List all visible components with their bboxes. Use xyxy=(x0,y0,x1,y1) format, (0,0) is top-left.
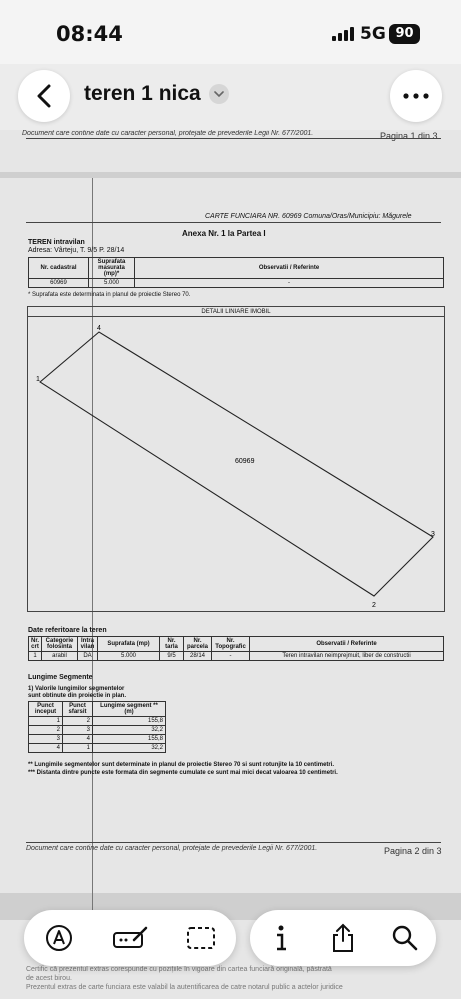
note-distanta: *** Distanta dintre puncte este formata din segmente cumulate ce sunt mai mici decat valoarea 10 centimetri. xyxy=(28,770,338,776)
info-icon xyxy=(273,924,289,952)
back-button[interactable] xyxy=(18,70,70,122)
document-viewer[interactable] xyxy=(0,130,461,999)
document-title: teren 1 nica xyxy=(84,82,201,105)
page3-text: Certific că prezentul extras corespunde cu pozițiile în vigoare din cartea funciară originală, păstrată xyxy=(26,966,332,973)
signal-icon xyxy=(332,27,354,41)
point-label: 4 xyxy=(97,325,101,332)
lungime-sub1: 1) Valorile lungimilor segmentelor xyxy=(28,686,125,692)
chevron-left-icon xyxy=(36,84,52,108)
table-row: 3 4 155,8 xyxy=(29,735,166,744)
segment-table: Punct inceput Punct sfarsit Lungime segment ** (m) 1 2 155,8 2 3 32,2 3 4 155,8 4 1 32,2 xyxy=(28,701,166,753)
table-row: 4 1 32,2 xyxy=(29,744,166,753)
date-referitoare-title: Date referitoare la teren xyxy=(28,627,107,634)
anexa-title: Anexa Nr. 1 la Partea I xyxy=(182,229,266,238)
suprafata-note: * Suprafata este determinata in planul de proiectie Stereo 70. xyxy=(28,292,191,298)
lungime-title: Lungime Segmente xyxy=(28,674,93,681)
status-time: 08:44 xyxy=(56,22,123,46)
point-label: 1 xyxy=(36,376,40,383)
top-bar xyxy=(0,64,461,130)
status-bar xyxy=(0,0,461,64)
parcel-plan xyxy=(27,306,445,612)
land-data-table: Nr. crt Categorie folosinta Intra vilan Suprafata (mp) Nr. tarla Nr. parcela Nr. Topografic Observatii / Referinte 1 arabil DA 5.000 9/5 28/14 - Teren intravilan neimprejmuit, liber de constructii xyxy=(28,636,444,661)
point-label: 3 xyxy=(431,531,435,538)
point-label: 2 xyxy=(372,602,376,609)
page-number: Pagina 2 din 3 xyxy=(384,846,442,856)
signature-button[interactable] xyxy=(110,918,150,958)
edit-toolbar xyxy=(24,910,236,966)
share-icon xyxy=(330,923,356,953)
share-button[interactable] xyxy=(323,918,363,958)
document-title-menu[interactable] xyxy=(84,82,229,106)
page-number: Pagina 1 din 3 xyxy=(380,131,438,141)
network-type: 5G xyxy=(360,24,386,44)
search-icon xyxy=(391,924,419,952)
markup-icon xyxy=(44,923,74,953)
footer-notice: Document care contine date cu caracter personal, protejate de prevederile Legii Nr. 677/2001. xyxy=(26,845,318,852)
plan-heading: DETALII LINIARE IMOBIL xyxy=(28,307,444,317)
parcel-label: 60969 xyxy=(235,458,255,465)
footer-notice: Document care contine date cu caracter personal, protejate de prevederile Legii Nr. 677/2001. xyxy=(22,130,314,137)
lungime-sub2: sunt obtinute din proiectie in plan. xyxy=(28,693,126,699)
select-icon xyxy=(186,926,216,950)
ellipsis-icon xyxy=(403,93,429,99)
teren-label: TEREN intravilan xyxy=(28,239,85,246)
select-button[interactable] xyxy=(181,918,221,958)
more-options-button[interactable] xyxy=(390,70,442,122)
battery-indicator: 90 xyxy=(389,24,420,44)
page-1 xyxy=(0,130,461,172)
table-row: 2 3 32,2 xyxy=(29,726,166,735)
carte-funciara-header: CARTE FUNCIARA NR. 60969 Comuna/Oras/Municipiu: Măgurele xyxy=(205,213,412,220)
signature-icon xyxy=(112,925,148,951)
cadastral-table: Nr. cadastral Suprafata masurata (mp)* Observatii / Referinte 60969 5.000 - xyxy=(28,257,444,288)
page3-text: Prezentul extras de carte funciara este valabil la autentificarea de catre notarul public a actelor juridice xyxy=(26,984,343,991)
chevron-down-icon xyxy=(209,84,229,104)
markup-button[interactable] xyxy=(39,918,79,958)
page-2 xyxy=(0,178,461,893)
info-button[interactable] xyxy=(261,918,301,958)
page3-text: de acest birou. xyxy=(26,975,72,982)
adresa: Adresa: Vârteju, T. 9/5 P. 28/14 xyxy=(28,247,125,254)
table-row: 1 2 155,8 xyxy=(29,717,166,726)
note-lungimi: ** Lungimile segmentelor sunt determinate in planul de proiectie Stereo 70 si sunt rotunjite la 10 centimetri. xyxy=(28,762,335,768)
view-toolbar xyxy=(250,910,436,966)
parcel-drawing xyxy=(28,317,446,613)
search-button[interactable] xyxy=(385,918,425,958)
